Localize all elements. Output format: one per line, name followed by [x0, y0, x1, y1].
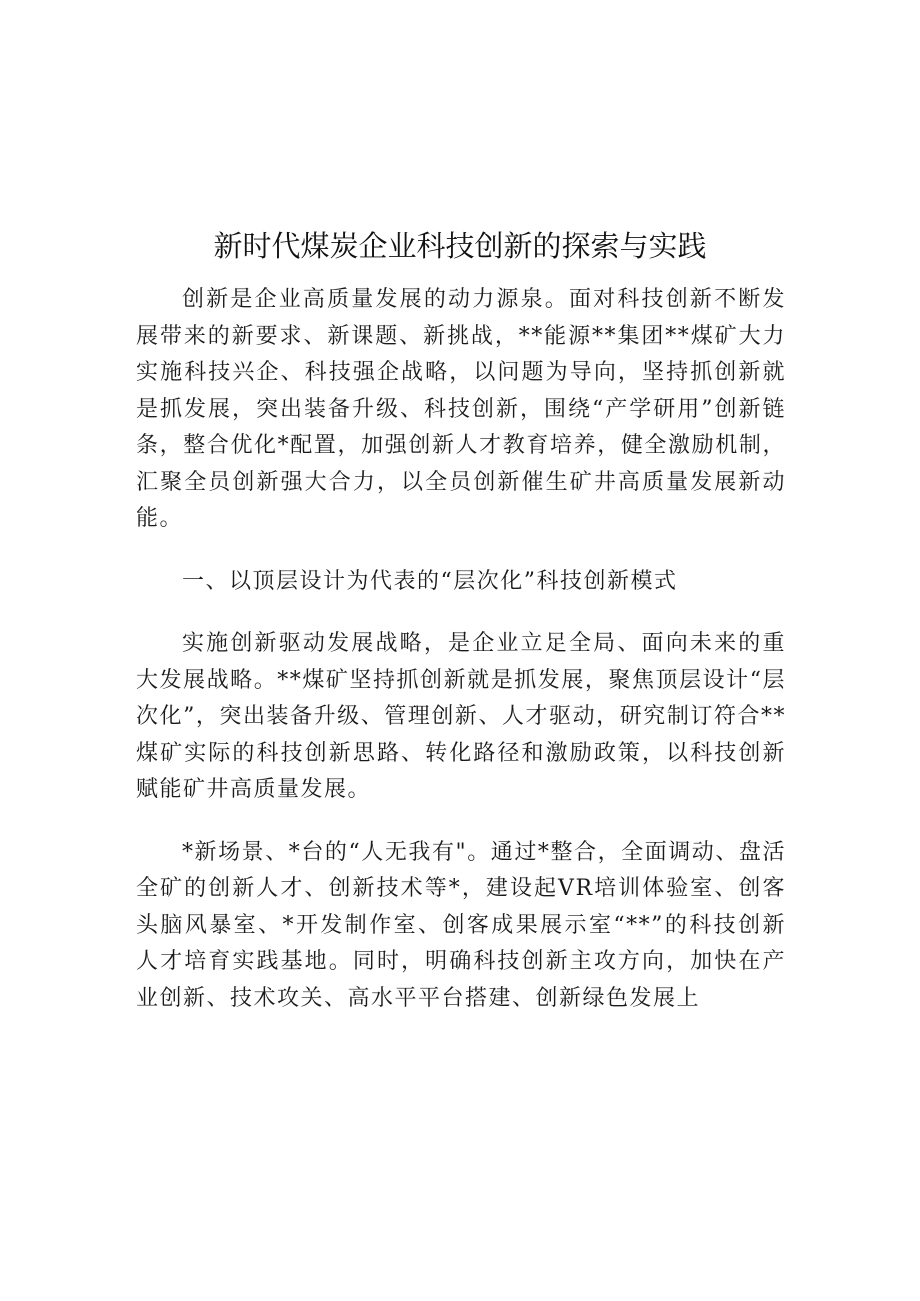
document-body — [136, 282, 786, 1017]
intro-paragraph: 创新是企业高质量发展的动力源泉。面对科技创新不断发展带来的新要求、新课题、新挑战，**能源**集团**煤矿大力实施科技兴企、科技强企战略，以问题为导向，坚持抓创新就是抓发展，突出装备升级、科技创新，围绕“产学研用”创新链条，整合优化*配置，加强创新人才教育培养，健全激励机制，汇聚全员创新强大合力，以全员创新催生矿井高质量发展新动能。 — [136, 287, 786, 531]
document-title: 新时代煤炭企业科技创新的探索与实践 — [213, 229, 707, 263]
section-heading-1: 一、以顶层设计为代表的“层次化”科技创新模式 — [182, 568, 678, 594]
section-1-paragraph-1: 实施创新驱动发展战略，是企业立足全局、面向未来的重大发展战略。**煤矿坚持抓创新就是抓发展，聚焦顶层设计“层次化”，突出装备升级、管理创新、人才驱动，研究制订符合**煤矿实际的科技创新思路、转化路径和激励政策，以科技创新赋能矿井高质量发展。 — [136, 631, 786, 802]
section-1-paragraph-2: *新场景、*台的“人无我有"。通过*整合，全面调动、盘活全矿的创新人才、创新技术等*，建设起VR培训体验室、创客头脑风暴室、*开发制作室、创客成果展示室“**”的科技创新人才培育实践基地。同时，明确科技创新主攻方向，加快在产业创新、技术攻关、高水平平台搭建、创新绿色发展上 — [136, 839, 786, 1011]
